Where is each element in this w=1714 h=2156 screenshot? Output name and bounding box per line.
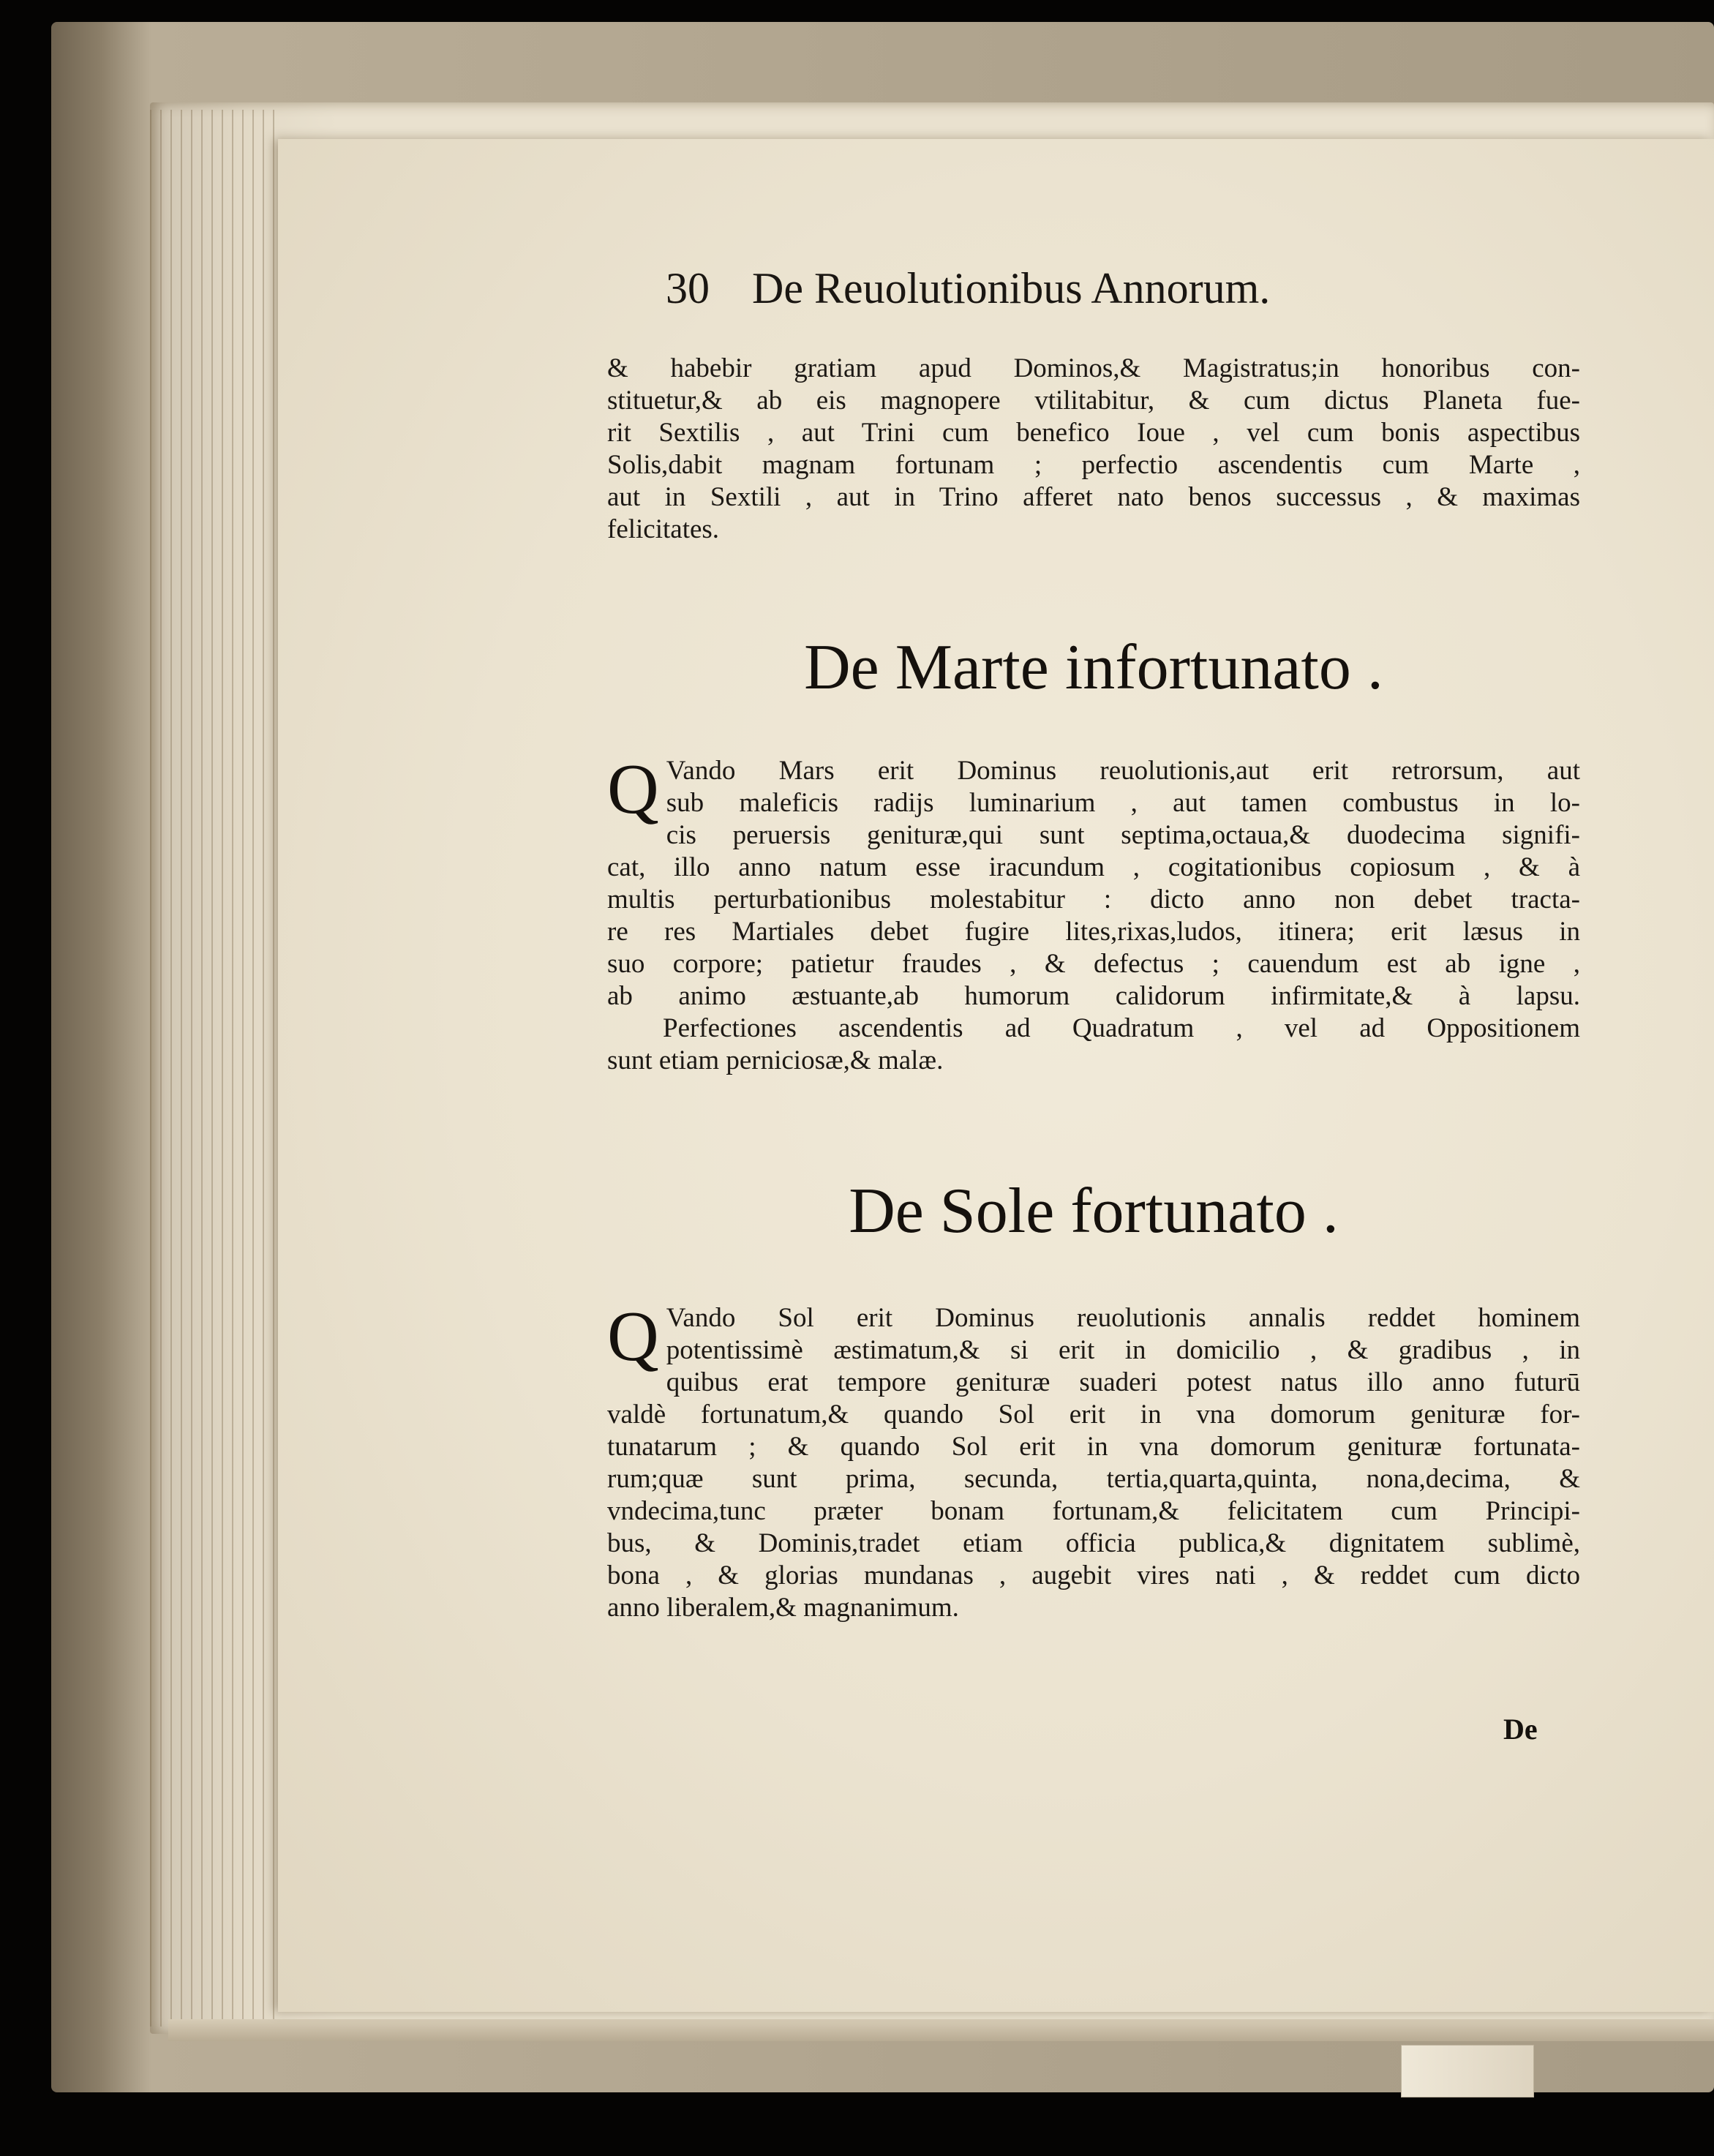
text-line: aut in Sextili , aut in Trino afferet nato benos successus , & maximas: [607, 482, 1580, 512]
catchword: De: [1503, 1713, 1538, 1746]
text-line: Vando Sol erit Dominus reuolutionis annalis reddet hominem: [666, 1303, 1580, 1333]
text-line: felicitates.: [607, 514, 720, 544]
text-line: sunt etiam perniciosæ,& malæ.: [607, 1045, 944, 1075]
running-title: De Reuolutionibus Annorum.: [752, 264, 1271, 312]
text-line: stituetur,& ab eis magnopere vtilitabitur, & cum dictus Planeta fue-: [607, 386, 1580, 416]
heading-mars: De Marte infortunato .: [804, 632, 1383, 703]
text-line: & habebir gratiam apud Dominos,& Magistratus;in honoribus con-: [607, 353, 1580, 383]
text-line: bona , & glorias mundanas , augebit vires nati , & reddet cum dicto: [607, 1560, 1580, 1590]
text-line: rit Sextilis , aut Trini cum benefico Ioue , vel cum bonis aspectibus: [607, 418, 1580, 448]
section-sol-body: [607, 1297, 1580, 1624]
text-line: Solis,dabit magnam fortunam ; perfectio ascendentis cum Marte ,: [607, 450, 1580, 480]
text-line: anno liberalem,& magnanimum.: [607, 1593, 959, 1623]
text-line: vndecima,tunc præter bonam fortunam,& felicitatem cum Principi-: [607, 1496, 1580, 1526]
page-bottom-edge: [168, 2019, 1714, 2041]
paper-tab: [1401, 2045, 1534, 2097]
text-line: quibus erat tempore genituræ suaderi potest natus illo anno futurū: [666, 1367, 1580, 1397]
text-line: cis peruersis genituræ,qui sunt septima,octaua,& duodecima signifi-: [666, 820, 1580, 850]
text-line: tunatarum ; & quando Sol erit in vna domorum genituræ fortunata-: [607, 1432, 1580, 1462]
text-line: Perfectiones ascendentis ad Quadratum , vel ad Oppositionem: [663, 1013, 1580, 1043]
heading-sol: De Sole fortunato .: [849, 1176, 1339, 1247]
section-mars-body: [607, 750, 1580, 1077]
paragraph-top: [607, 353, 1580, 546]
text-line: valdè fortunatum,& quando Sol erit in vna domorum genituræ for-: [607, 1400, 1580, 1430]
text-line: suo corpore; patietur fraudes , & defectus ; cauendum est ab igne ,: [607, 949, 1580, 979]
running-head: [666, 263, 1544, 314]
text-line: cat, illo anno natum esse iracundum , cogitationibus copiosum , & à: [607, 852, 1580, 882]
dropcap: Q: [607, 750, 659, 829]
text-line: multis perturbationibus molestabitur : dicto anno non debet tracta-: [607, 884, 1580, 914]
page-edges: [150, 110, 282, 2027]
text-line: rum;quæ sunt prima, secunda, tertia,quarta,quinta, nona,decima, &: [607, 1464, 1580, 1494]
text-line: re res Martiales debet fugire lites,rixas,ludos, itinera; erit læsus in: [607, 917, 1580, 947]
text-line: ab animo æstuante,ab humorum calidorum infirmitate,& à lapsu.: [607, 981, 1580, 1011]
text-line: Vando Mars erit Dominus reuolutionis,aut erit retrorsum, aut: [666, 756, 1580, 786]
text-line: sub maleficis radijs luminarium , aut tamen combustus in lo-: [666, 788, 1580, 818]
page-number: 30: [666, 264, 710, 312]
dropcap: Q: [607, 1297, 659, 1376]
text-line: potentissimè æstimatum,& si erit in domicilio , & gradibus , in: [666, 1335, 1580, 1365]
text-line: bus, & Dominis,tradet etiam officia publica,& dignitatem sublimè,: [607, 1528, 1580, 1558]
